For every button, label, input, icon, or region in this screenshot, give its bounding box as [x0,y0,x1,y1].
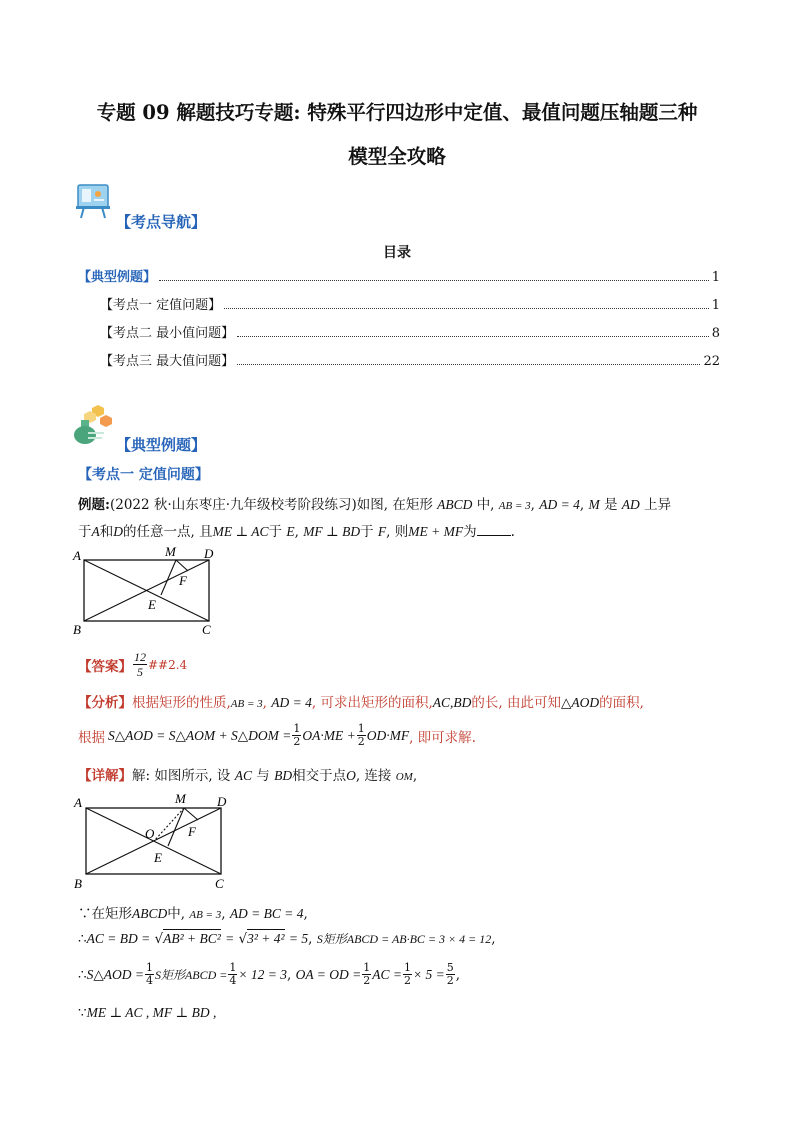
label-B: B [73,622,81,637]
rectangle-figure-2 [70,788,240,890]
toc-heading: 目录 [383,245,411,261]
toc-item-topic1[interactable] [100,293,720,313]
toc-label: 【典型例题】 [78,270,157,285]
toc-page: 1 [711,298,720,313]
toc-page: 1 [711,270,720,285]
label-D: D [204,546,214,561]
page-title-line1: 专题 09 解题技巧专题: 特殊平行四边形中定值、最值问题压轴题三种 [96,101,698,124]
analysis-line1: 【分析】根据矩形的性质,AB = 3, AD = 4, 可求出矩形的面积,AC,BD的长, 由此可知△AOD的面积, [78,695,644,711]
example-question-line2: 于A和D的任意一点, 且ME ⊥ AC于 E, MF ⊥ BD于 F, 则ME + MF为 . [78,524,515,540]
step-1: ∵在矩形ABCD中, AB = 3, AD = BC = 4, [78,906,308,922]
toc-label: 【考点一 定值问题】 [100,298,222,313]
label-C: C [202,622,211,637]
page-title-line2: 模型全攻略 [348,145,446,168]
label-E: E [154,850,162,865]
examples-heading: 【典型例题】 [116,436,207,454]
label-D: D [217,794,227,809]
label-A: A [74,795,82,810]
label-B: B [74,876,82,890]
toc-label: 【考点三 最大值问题】 [100,354,235,369]
label-O: O [145,826,155,841]
answer-line: 【答案】 $\frac{12}{5}$ ##2.4 [78,650,188,679]
flask-icon [72,404,114,446]
toc-page: 8 [711,326,720,341]
nav-heading: 【考点导航】 [116,213,207,231]
topic1-heading: 【考点一 定值问题】 [78,467,209,483]
label-M: M [165,544,176,559]
toc-page: 22 [703,354,720,369]
teaching-board-icon [74,181,114,221]
step-2: ∴AC = BD = √AB² + BC² = √3² + 4² = 5, S矩形ABCD = AB·BC = 3 × 4 = 12, [78,931,496,947]
answer-blank [477,535,511,536]
detail-line: 【详解】解: 如图所示, 设 AC 与 BD相交于点O, 连接 OM, [78,768,418,784]
label-M: M [175,791,186,806]
toc-label: 【考点二 最小值问题】 [100,326,235,341]
toc-item-topic3[interactable] [100,349,720,369]
rectangle-figure-1 [70,543,230,638]
label-C: C [215,876,224,890]
step-3: ∴ S△AOD = $\frac{1}{4}$ S矩形ABCD = $\frac{1}{4}$ × 12 = 3 , OA = OD = $\frac{1}{2}$ AC = $\frac{1}{2}$ × 5 = $\frac{5}{2}$ , [78,961,460,987]
label-A: A [73,548,81,563]
label-F: F [188,824,196,839]
toc-item-topic2[interactable] [100,321,720,341]
label-E: E [148,597,156,612]
toc-item-examples[interactable] [78,265,720,285]
label-F: F [179,573,187,588]
analysis-line2: 根据 S△AOD = S△AOM + S△DOM = $\frac{1}{2}$ OA·ME + $\frac{1}{2}$ OD·MF , 即可求解. [78,722,476,748]
step-4: ∵ME ⊥ AC , MF ⊥ BD , [78,1005,217,1021]
example-question-line1: 例题:(2022 秋·山东枣庄·九年级校考阶段练习)如图, 在矩形 ABCD 中, AB = 3, AD = 4, M 是 AD 上异 [78,497,672,513]
